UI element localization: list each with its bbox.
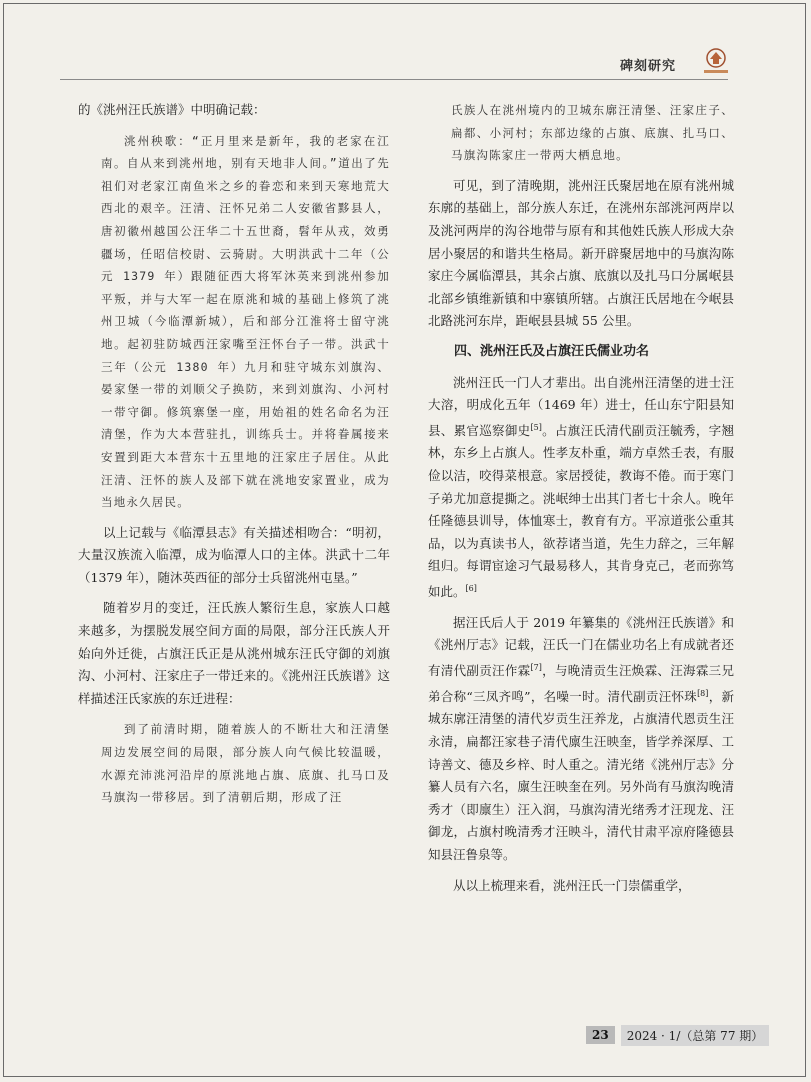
text-run: ，与晚清贡生汪焕霖、汪海霖三兄弟合称“三凤齐鸣”，名噪一时。清代副贡汪怀珠: [428, 663, 734, 704]
text-run: 据汪氏后人于 2019 年纂集的《洮州汪氏族谱》和《洮州厅志》记载，汪氏一门在儒业功名上有成就者还有清代副贡汪作霖: [428, 614, 734, 679]
section-heading: 四、洮州汪氏及占旗汪氏儒业功名: [454, 343, 650, 359]
page-footer: [586, 1024, 769, 1046]
quote-block: 洮州秧歌：“正月里来是新年，我的老家在江南。自从来到洮州地，别有天地非人间。”道出了先祖们对老家江南鱼米之乡的眷恋和来到天寒地荒大西北的艰辛。汪清、汪怀兄弟二人安徽省黟县人，唐初徽州越国公汪华二十五世裔，髫年从戎，效勇疆场，任昭信校尉、云骑尉。大明洪武十二年（公元 1379 年）跟随征西大将军沐英来到洮州参加平叛，并与大军一起在原洮和城的基础上修筑了洮州卫城（今临潭新城），后和部分江淮将士留守洮地。起初驻防城西汪家嘴至汪怀台子一带。洪武十三年（公元 1380 年）九月和驻守城东刘旗沟、晏家堡一带的刘顺父子换防，来到刘旗沟、小河村一带守御。修筑寨堡一座，用始祖的姓名命名为汪清堡，作为大本营驻扎，训练兵士。并将眷属接来安置到距大本营东十五里地的汪家庄子居住。从此汪清、汪怀的族人及部下就在洮地安家置业，成为当地永久居民。: [101, 133, 390, 510]
quote-block: 氏族人在洮州境内的卫城东廓汪清堡、汪家庄子、扁都、小河村；东部边缘的占旗、底旗、扎马口、马旗沟陈家庄一带两大栖息地。: [451, 103, 734, 163]
footnote-ref: [8]: [697, 688, 709, 698]
header-rule: [60, 79, 728, 80]
quote-block: 到了前清时期，随着族人的不断壮大和汪清堡周边发展空间的局限，部分族人向气候比较温暖，水源充沛洮河沿岸的原洮地占旗、底旗、扎马口及马旗沟一带移居。到了清朝后期，形成了汪: [101, 722, 390, 805]
text-run: 。占旗汪氏清代副贡汪毓秀，字翘林，东乡上占旗人。性孝友朴重，端方卓然壬表，有服俭以洁，咬得菜根意。家居授徒，教诲不倦。而于寒门子弟尤加意提撕之。洮岷绅士出其门者七十余人。晚年任隆德县训导，体恤寒士，教育有方。平凉道张公重其品，以为真读书人，欲荐诸当道，先生力辞之，三年解组归。每谓宦途习气最易移人，其肯身克己，老而弥笃如此。: [428, 422, 734, 600]
text-run: 洮州汪氏一门人才辈出。出自洮州汪清堡的进士汪大溶，明成化五年（1469 年）进士，任山东宁阳县知县、累官巡察御史: [428, 374, 734, 438]
right-column: [428, 99, 734, 905]
issue-info: 2024 · 1/（总第 77 期）: [621, 1025, 770, 1046]
footnote-ref: [7]: [530, 662, 542, 672]
running-header: 碑刻研究: [620, 59, 677, 74]
footnote-ref: [5]: [530, 422, 542, 432]
paragraph: 以上记载与《临潭县志》有关描述相吻合：“明初，大量汉族流入临潭，成为临潭人口的主体。洪武十二年（1379 年），随沐英西征的部分士兵留洮州屯垦。”: [78, 524, 390, 585]
paragraph: 的《洮州汪氏族谱》中明确记载：: [78, 102, 266, 117]
left-column: [78, 99, 390, 817]
text-run: ，新城东廓汪清堡的清代岁贡生汪养龙，占旗清代恩贡生汪永清，扁都汪家巷子清代廪生汪映奎，皆学养深厚、工诗善文、德及乡梓、时人重之。清光绪《洮州厅志》分纂人员有六名，廪生汪映奎在列。另外尚有马旗沟晚清秀才（即廪生）汪入润，马旗沟清光绪秀才汪现龙、汪御龙，占旗村晚清秀才汪映斗，清代甘肃平凉府隆德县知县汪鲁泉等。: [428, 688, 734, 863]
journal-logo-icon: [700, 46, 732, 76]
paragraph: 可见，到了清晚期，洮州汪氏聚居地在原有洮州城东廓的基础上，部分族人东迁，在洮州东部洮河两岸以及洮河两岸的沟谷地带与原有和其他姓氏族人形成大杂居小聚居的和谐共生格局。新开辟聚居地中的马旗沟陈家庄今属临潭县，其余占旗、底旗以及扎马口分属岷县北部乡镇维新镇和中寨镇所辖。占旗汪氏居地在今岷县北路洮河东岸，距岷县县城 55 公里。: [428, 177, 734, 329]
page-number: 23: [586, 1026, 615, 1044]
paragraph: 从以上梳理来看，洮州汪氏一门崇儒重学，: [453, 877, 691, 893]
footnote-ref: [6]: [465, 584, 477, 594]
paragraph: [428, 372, 734, 604]
paragraph: 随着岁月的变迁，汪氏族人繁衍生息，家族人口越来越多，为摆脱发展空间方面的局限，部分汪氏族人开始向外迁徙，占旗汪氏正是从洮州城东汪氏守御的刘旗沟、小河村、汪家庄子一带迁来的。《洮州汪氏族谱》这样描述汪氏家族的东迁进程：: [78, 600, 390, 706]
paragraph: [428, 612, 734, 867]
